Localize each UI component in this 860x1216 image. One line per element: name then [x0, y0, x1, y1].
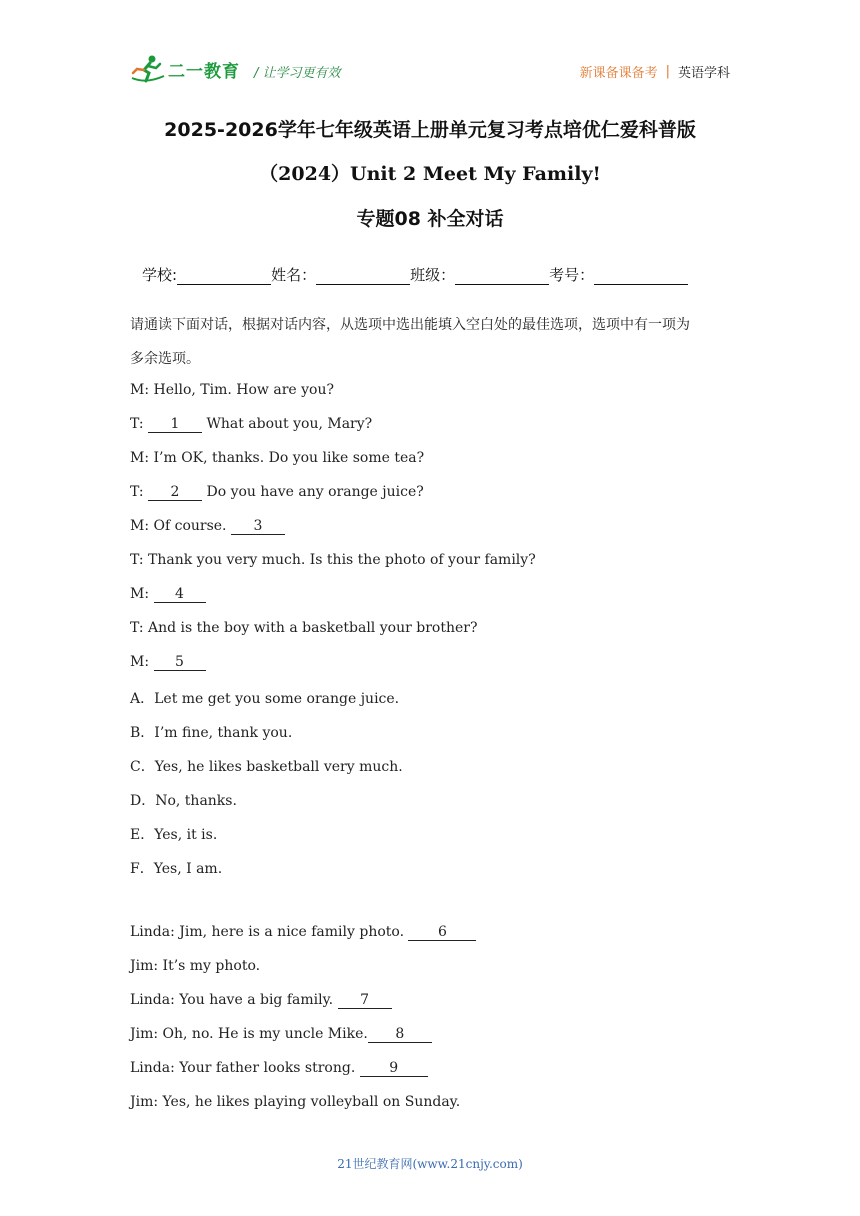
answer-blank: 3: [231, 519, 285, 535]
answer-blank: 7: [338, 993, 392, 1009]
page-title: 2025-2026学年七年级英语上册单元复习考点培优仁爱科普版: [164, 119, 696, 141]
name-field[interactable]: [271, 264, 410, 285]
header-tagline: 新课备课备考: [579, 66, 658, 81]
option-c: C．Yes, he likes basketball very much.: [130, 759, 403, 775]
school-blank[interactable]: [177, 267, 271, 285]
dialogue-line: Jim: It’s my photo.: [130, 958, 261, 974]
name-blank[interactable]: [316, 267, 410, 285]
logo: [130, 54, 240, 84]
dialogue-line: M: Hello, Tim. How are you?: [130, 382, 334, 398]
header-subject-label: 英语学科: [677, 66, 730, 81]
header-subject: [580, 62, 730, 81]
dialogue-line: M: 4: [130, 586, 206, 603]
option-f: F．Yes, I am.: [130, 861, 223, 877]
class-label: 班级：: [410, 266, 456, 284]
instructions-line2: 多余选项。: [130, 351, 200, 367]
class-field[interactable]: [410, 264, 549, 285]
header-separator: |: [665, 64, 670, 79]
student-info-row: [142, 264, 688, 285]
page-header: [130, 52, 730, 92]
option-e: E．Yes, it is.: [130, 827, 218, 843]
answer-blank: 8: [368, 1027, 432, 1043]
answer-blank: 9: [360, 1061, 428, 1077]
dialogue-line: T: 2 Do you have any orange juice?: [130, 484, 424, 500]
dialogue-line: Jim: Oh, no. He is my uncle Mike. 8: [130, 1026, 432, 1043]
number-blank[interactable]: [594, 267, 688, 285]
slogan: / 让学习更有效: [254, 66, 341, 81]
dialogue-line: Linda: Jim, here is a nice family photo. 6: [130, 924, 476, 941]
dialogue-line: Linda: Your father looks strong. 9: [130, 1060, 428, 1077]
dialogue-line: M: 5: [130, 654, 206, 671]
dialogue-line: T: 1 What about you, Mary?: [130, 416, 373, 432]
option-b: B．I’m fine, thank you.: [130, 725, 293, 741]
school-label: 学校:: [142, 266, 178, 284]
dialogue-line: M: I’m OK, thanks. Do you like some tea?: [130, 450, 425, 466]
school-field[interactable]: [142, 264, 271, 285]
instructions-line1: 请通读下面对话，根据对话内容，从选项中选出能填入空白处的最佳选项，选项中有一项为: [130, 317, 690, 333]
number-label: 考号：: [549, 266, 595, 284]
dialogue-line: Jim: Yes, he likes playing volleyball on Sunday.: [130, 1094, 461, 1110]
page-footer[interactable]: 21世纪教育网(www.21cnjy.com): [337, 1157, 523, 1171]
answer-blank: 1: [148, 417, 202, 433]
answer-blank: 2: [148, 485, 202, 501]
option-a: A．Let me get you some orange juice.: [130, 691, 400, 707]
dialogue-line: T: And is the boy with a basketball your brother?: [130, 620, 478, 636]
dialogue-line: M: Of course. 3: [130, 518, 285, 535]
dialogue-line: T: Thank you very much. Is this the photo of your family?: [130, 552, 536, 568]
answer-blank: 4: [154, 587, 206, 603]
name-label: 姓名：: [271, 266, 317, 284]
page-subtitle: 专题08 补全对话: [356, 208, 504, 230]
number-field[interactable]: [549, 264, 688, 285]
class-blank[interactable]: [455, 267, 549, 285]
answer-blank: 6: [408, 925, 476, 941]
runner-logo-icon: [130, 54, 166, 84]
page-title-unit: （2024）Unit 2 Meet My Family!: [259, 163, 601, 185]
option-d: D．No, thanks.: [130, 793, 237, 809]
logo-text: 二一教育: [168, 61, 240, 82]
answer-blank: 5: [154, 655, 206, 671]
dialogue-line: Linda: You have a big family. 7: [130, 992, 392, 1009]
